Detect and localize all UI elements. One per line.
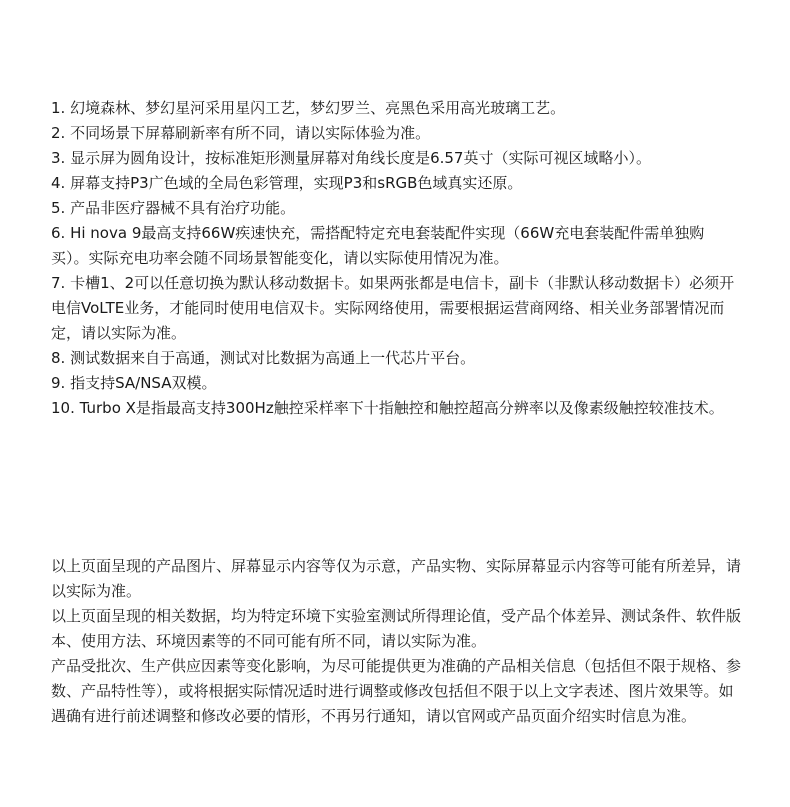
footnote-item: 1. 幻境森林、梦幻星河采用星闪工艺，梦幻罗兰、亮黑色采用高光玻璃工艺。 <box>51 99 566 117</box>
footnote-item: 5. 产品非医疗器械不具有治疗功能。 <box>51 199 296 217</box>
footnote-item: 8. 测试数据来自于高通，测试对比数据为高通上一代芯片平台。 <box>51 349 476 367</box>
footnotes-list <box>51 96 741 421</box>
footnote-item: 3. 显示屏为圆角设计，按标准矩形测量屏幕对角线长度是6.57英寸（实际可视区域略小）。 <box>51 149 651 167</box>
footnote-item: 10. Turbo X是指最高支持300Hz触控采样率下十指触控和触控超高分辨率以及像素级触控较准技术。 <box>51 399 724 417</box>
disclaimer-paragraph: 产品受批次、生产供应因素等变化影响，为尽可能提供更为准确的产品相关信息（包括但不限于规格、参数、产品特性等），或将根据实际情况适时进行调整或修改包括但不限于以上文字表述、图片效果等。如遇确有进行前述调整和修改必要的情形，不再另行通知，请以官网或产品页面介绍实时信息为准。 <box>51 657 742 725</box>
disclaimer-paragraph: 以上页面呈现的产品图片、屏幕显示内容等仅为示意，产品实物、实际屏幕显示内容等可能有所差异，请以实际为准。 <box>51 557 742 600</box>
disclaimer-section <box>51 554 741 729</box>
footnote-item: 9. 指支持SA/NSA双模。 <box>51 374 217 392</box>
footnote-item: 4. 屏幕支持P3广色域的全局色彩管理，实现P3和sRGB色域真实还原。 <box>51 174 523 192</box>
disclaimer-paragraph: 以上页面呈现的相关数据，均为特定环境下实验室测试所得理论值，受产品个体差异、测试条件、软件版本、使用方法、环境因素等的不同可能有所不同，请以实际为准。 <box>51 607 742 650</box>
footnote-item: 7. 卡槽1、2可以任意切换为默认移动数据卡。如果两张都是电信卡，副卡（非默认移动数据卡）必须开电信VoLTE业务，才能同时使用电信双卡。实际网络使用，需要根据运营商网络、相关业务部署情况而定，请以实际为准。 <box>51 274 735 342</box>
footnote-item: 2. 不同场景下屏幕刷新率有所不同，请以实际体验为准。 <box>51 124 431 142</box>
footnote-item: 6. Hi nova 9最高支持66W疾速快充，需搭配特定充电套装配件实现（66W充电套装配件需单独购买）。实际充电功率会随不同场景智能变化，请以实际使用情况为准。 <box>51 224 705 267</box>
